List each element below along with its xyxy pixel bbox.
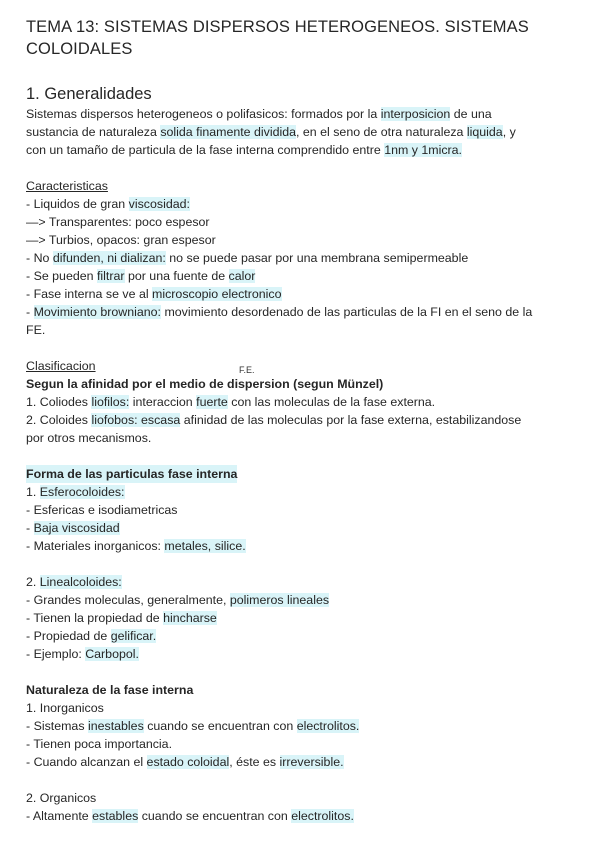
list-item: —> Turbios, opacos: gran espesor [26,233,216,247]
list-item: —> Transparentes: poco espesor [26,215,210,229]
list-item: - Propiedad de gelificar. [26,629,157,643]
clasificacion-section [26,357,582,447]
forma-section [26,465,582,663]
caracteristicas-section [26,177,582,339]
list-item: - Grandes moleculas, generalmente, polimeros lineales [26,593,330,607]
list-item: - Sistemas inestables cuando se encuentran con electrolitos. [26,719,360,733]
group-title: 1. Inorganicos [26,701,104,715]
list-item: - Materiales inorganicos: metales, silice. [26,539,246,553]
clasificacion-subheading: Segun la afinidad por el medio de dispersion (segun Münzel) [26,377,384,391]
intro-line-3: con un tamaño de particula de la fase interna comprendido entre 1nm y 1micra. [26,143,462,157]
intro-paragraph [26,105,582,159]
document-title [26,16,582,60]
group-title: 1. Esferocoloides: [26,485,125,499]
list-item: 1. Coliodes liofilos: interaccion fuerte con las moleculas de la fase externa. [26,395,436,409]
list-item: - No difunden, ni dializan: no se puede pasar por una membrana semipermeable [26,251,469,265]
list-item-continuation: FE. [26,323,46,337]
clasificacion-heading: Clasificacion [26,359,96,373]
group-title: 2. Organicos [26,791,97,805]
list-item: - Cuando alcanzan el estado coloidal, éste es irreversible. [26,755,344,769]
group-title: 2. Linealcoloides: [26,575,122,589]
title-line-1: TEMA 13: SISTEMAS DISPERSOS HETEROGENEOS. SISTEMAS [26,18,529,36]
list-item: - Movimiento browniano: movimiento desordenado de las particulas de la FI en el seno de la [26,305,533,319]
list-item: - Fase interna se ve al microscopio electronico [26,287,282,301]
naturaleza-section [26,681,582,825]
list-item: - Tienen la propiedad de hincharse [26,611,217,625]
document-page [26,16,582,825]
list-item: - Liquidos de gran viscosidad: [26,197,190,211]
list-item: - Baja viscosidad [26,521,120,535]
section-heading-generalidades: 1. Generalidades [26,85,152,103]
handwritten-note: F.E. [239,365,255,375]
intro-line-1: Sistemas dispersos heterogeneos o polifasicos: formados por la interposicion de una [26,107,492,121]
list-item: - Se pueden filtrar por una fuente de calor [26,269,256,283]
list-item: 2. Coloides liofobos: escasa afinidad de las moleculas por la fase externa, estabilizandose [26,413,522,427]
naturaleza-heading: Naturaleza de la fase interna [26,683,194,697]
list-item: - Tienen poca importancia. [26,737,173,751]
title-line-2: COLOIDALES [26,40,133,58]
list-item: - Altamente estables cuando se encuentran con electrolitos. [26,809,354,823]
list-item: - Esfericas e isodiametricas [26,503,178,517]
list-item-continuation: por otros mecanismos. [26,431,152,445]
forma-heading: Forma de las particulas fase interna [26,467,238,481]
list-item: - Ejemplo: Carbopol. [26,647,139,661]
caracteristicas-heading: Caracteristicas [26,179,108,193]
intro-line-2: sustancia de naturaleza solida finamente dividida, en el seno de otra naturaleza liquida, y [26,125,516,139]
